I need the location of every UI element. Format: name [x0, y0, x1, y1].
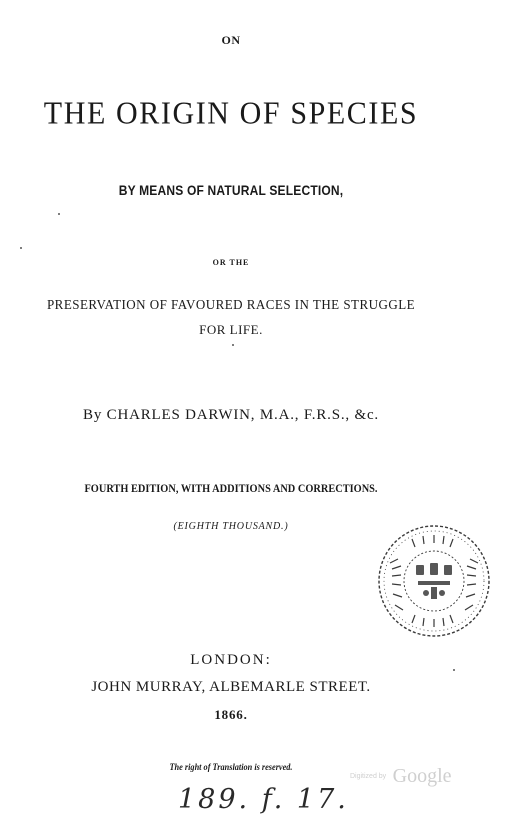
- edition-statement: FOURTH EDITION, WITH ADDITIONS AND CORRECTIONS.: [84, 483, 378, 495]
- handwritten-shelfmark: 189. f. 17.: [178, 784, 349, 815]
- or-the: OR THE: [212, 258, 250, 267]
- alt-title-line1: PRESERVATION OF FAVOURED RACES IN THE STRUGGLE: [46, 298, 416, 313]
- imprint-publisher: JOHN MURRAY, ALBEMARLE STREET.: [91, 679, 371, 695]
- author-byline: By CHARLES DARWIN, M.A., F.R.S., &c.: [83, 407, 379, 423]
- subtitle: BY MEANS OF NATURAL SELECTION,: [118, 182, 344, 198]
- paper-speck: [58, 213, 60, 215]
- paper-speck: [20, 247, 22, 249]
- library-stamp-icon: [376, 523, 492, 639]
- google-watermark: [350, 765, 452, 788]
- printing-statement: (EIGHTH THOUSAND.): [173, 521, 289, 532]
- alt-title-line2: FOR LIFE.: [199, 322, 263, 337]
- imprint-city: LONDON:: [190, 652, 272, 668]
- paper-speck: [453, 669, 455, 671]
- watermark-brand: Google: [392, 765, 452, 787]
- rights-notice: The right of Translation is reserved.: [169, 762, 293, 772]
- watermark-prefix: Digitized by: [350, 773, 387, 780]
- on-word: ON: [221, 33, 241, 47]
- paper-speck: [232, 344, 234, 346]
- imprint-year: 1866.: [214, 707, 248, 722]
- main-title: THE ORIGIN OF SPECIES: [43, 96, 419, 131]
